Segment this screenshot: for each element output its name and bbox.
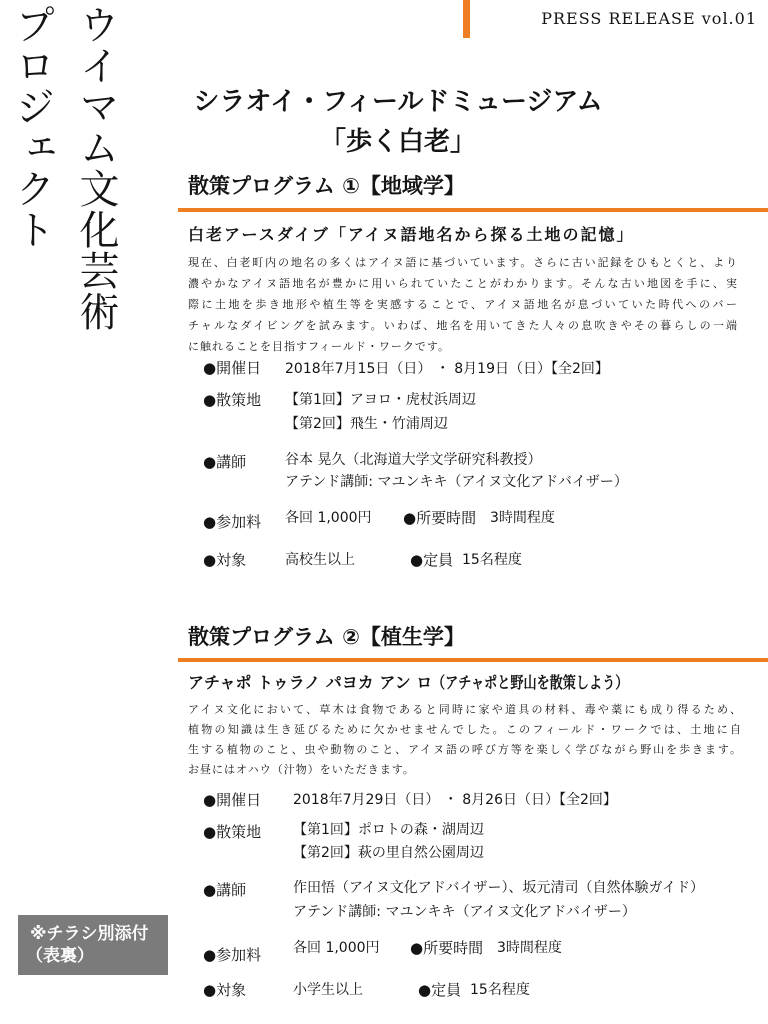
date-value: 2018年7月29日（日） ・ 8月26日（日）【全2回】 <box>293 792 617 808</box>
date-label: ●開催日 <box>203 791 262 809</box>
attachment-note-line-2: （表裏） <box>26 946 94 966</box>
fee-label: ●参加料 <box>203 513 262 531</box>
fee-label: ●参加料 <box>203 946 262 964</box>
duration-value: 3時間程度 <box>497 940 562 956</box>
description-line: お昼にはオハウ（汁物）をいただきます。 <box>188 763 415 776</box>
title-line-2: 「歩く白老」 <box>319 127 476 157</box>
press-release-label: PRESS RELEASE vol.01 <box>541 9 757 28</box>
place-value-1: 【第1回】ポロトの森・湖周辺 <box>293 822 484 838</box>
program-2-divider <box>178 658 768 662</box>
place-value-2: 【第2回】飛生・竹浦周辺 <box>285 416 448 432</box>
attachment-note <box>18 915 168 975</box>
date-value: 2018年7月15日（日） ・ 8月19日（日）【全2回】 <box>285 361 609 377</box>
lecturer-value-2: アテンド講師: マユンキキ（アイヌ文化アドバイザー） <box>293 904 636 920</box>
duration-label: ●所要時間 <box>410 939 484 957</box>
fee-value: 各回 1,000円 <box>285 510 372 526</box>
duration-value: 3時間程度 <box>490 510 555 526</box>
lecturer-label: ●講師 <box>203 881 247 899</box>
project-title-column-2: プロジェクト <box>9 4 55 250</box>
place-value-2: 【第2回】萩の里自然公園周辺 <box>293 845 484 861</box>
description-line: 際に土地を歩き地形や植生等を実感することで、アイヌ語地名が息づいていた時代へのバー <box>188 298 738 311</box>
title-line-1: シラオイ・フィールドミュージアム <box>193 87 603 117</box>
program-2-subtitle-main: アチャポ トゥラノ パヨカ アン ロ <box>188 673 433 692</box>
program-1-divider <box>178 208 768 212</box>
description-line: 現在、白老町内の地名の多くはアイヌ語に基づいています。さらに古い記録をひもとくと、より <box>188 256 738 269</box>
target-value: 高校生以上 <box>285 552 355 568</box>
lecturer-value-1: 谷本 晃久（北海道大学文学研究科教授） <box>285 452 542 468</box>
place-label: ●散策地 <box>203 391 262 409</box>
lecturer-value-2: アテンド講師: マユンキキ（アイヌ文化アドバイザー） <box>285 474 628 490</box>
target-value: 小学生以上 <box>293 982 363 998</box>
description-line: 生する植物のこと、虫や動物のこと、アイヌ語の呼び方等を楽しく学びながら野山を歩きます。 <box>188 743 742 756</box>
lecturer-value-1: 作田悟（アイヌ文化アドバイザー）、坂元清司（自然体験ガイド） <box>293 880 705 896</box>
capacity-value: 15名程度 <box>470 982 530 998</box>
description-line: に触れることを目指すフィールド・ワークです。 <box>188 340 451 353</box>
target-label: ●対象 <box>203 981 247 999</box>
duration-label: ●所要時間 <box>403 509 477 527</box>
program-2-heading: 散策プログラム ②【植生学】 <box>188 625 465 649</box>
fee-value: 各回 1,000円 <box>293 940 380 956</box>
place-value-1: 【第1回】アヨロ・虎杖浜周辺 <box>285 392 476 408</box>
accent-bar <box>463 0 470 38</box>
description-line: チャルなダイビングを試みます。いわば、地名を用いてきた人々の息吹きやその暮らしの一端 <box>188 319 738 332</box>
lecturer-label: ●講師 <box>203 453 247 471</box>
date-label: ●開催日 <box>203 359 262 377</box>
project-title-column-1: ウイマム文化芸術 <box>73 4 119 332</box>
capacity-label: ●定員 <box>418 981 462 999</box>
description-line: 植物の知識は生き延びるために欠かせませんでした。このフィールド・ワークでは、土地に自 <box>188 723 742 736</box>
capacity-label: ●定員 <box>410 551 454 569</box>
program-1-subtitle: 白老アースダイブ「アイヌ語地名から探る土地の記憶」 <box>188 225 635 244</box>
program-2-subtitle-note: （アチャポと野山を散策しよう） <box>432 673 629 692</box>
place-label: ●散策地 <box>203 823 262 841</box>
program-2-subtitle <box>188 672 672 694</box>
program-2-description <box>188 700 742 780</box>
attachment-note-line-1: ※チラシ別添付 <box>30 924 149 944</box>
description-line: 濃やかなアイヌ語地名が豊かに用いられていたことがわかります。そんな古い地図を手に、実 <box>188 277 738 290</box>
target-label: ●対象 <box>203 551 247 569</box>
capacity-value: 15名程度 <box>462 552 522 568</box>
program-1-heading: 散策プログラム ①【地域学】 <box>188 174 465 198</box>
program-1-description <box>188 252 738 357</box>
description-line: アイヌ文化において、草木は食物であると同時に家や道具の材料、毒や薬にも成り得るため、 <box>188 703 742 716</box>
